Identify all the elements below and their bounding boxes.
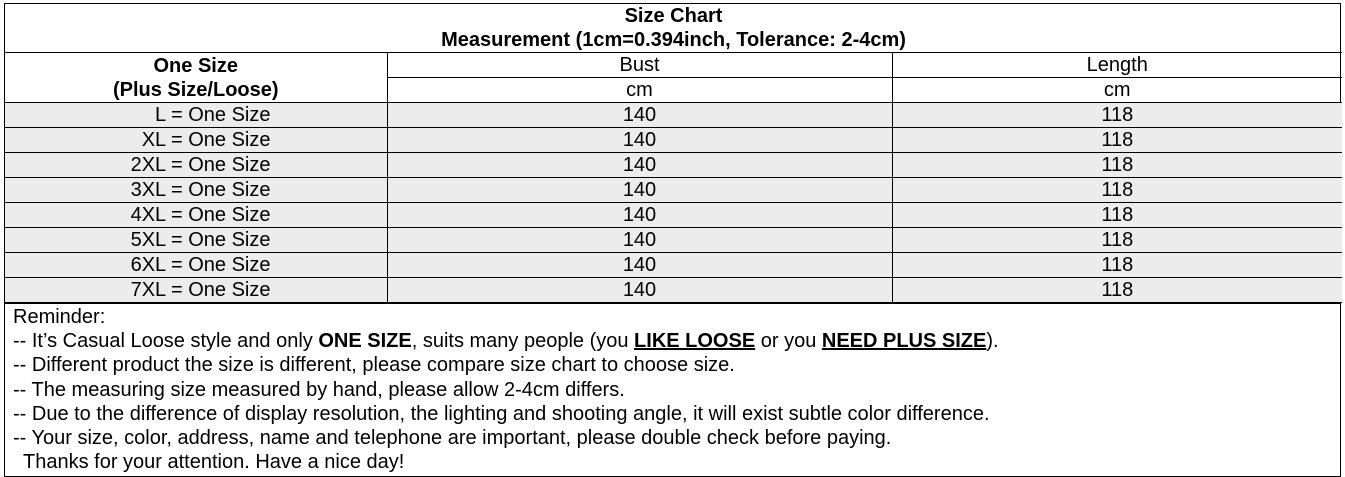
reminder-line-3: -- The measuring size measured by hand, please allow 2-4cm differs. <box>13 378 625 401</box>
reminder-line-1-c: , suits many people (you <box>411 330 635 353</box>
chart-title: Size Chart <box>624 5 723 27</box>
reminder-line-1-g: ). <box>986 330 999 353</box>
need-plus-size-emphasis: NEED PLUS SIZE <box>821 330 987 353</box>
title-row <box>5 4 1342 53</box>
reminder-line-1-a: -- It’s Casual Loose style and only <box>13 330 319 353</box>
bust-cell: 140 <box>387 153 892 178</box>
reminder-line-5: -- Your size, color, address, name and telephone are important, please double check before paying. <box>13 426 892 449</box>
size-table <box>5 4 1342 303</box>
length-cell: 118 <box>892 128 1342 153</box>
bust-cell: 140 <box>387 203 892 228</box>
table-row <box>5 103 1342 128</box>
length-unit: cm <box>892 78 1342 103</box>
size-column-header <box>5 53 387 103</box>
reminder-box <box>5 303 1340 476</box>
size-chart <box>4 3 1341 477</box>
bust-cell: 140 <box>387 178 892 203</box>
thanks-line: Thanks for your attention. Have a nice day! <box>23 451 405 474</box>
header-row <box>5 53 1342 78</box>
reminder-heading: Reminder: <box>13 306 106 328</box>
table-row <box>5 228 1342 253</box>
length-cell: 118 <box>892 228 1342 253</box>
table-row <box>5 253 1342 278</box>
size-cell: 4XL = One Size <box>5 203 387 228</box>
table-row <box>5 153 1342 178</box>
like-loose-emphasis: LIKE LOOSE <box>634 330 756 353</box>
table-row <box>5 128 1342 153</box>
length-header: Length <box>892 53 1342 78</box>
bust-unit: cm <box>387 78 892 103</box>
size-cell: 3XL = One Size <box>5 178 387 203</box>
reminder-line-1-e: or you <box>755 330 822 353</box>
length-cell: 118 <box>892 178 1342 203</box>
size-cell: XL = One Size <box>5 128 387 153</box>
bust-cell: 140 <box>387 128 892 153</box>
length-cell: 118 <box>892 103 1342 128</box>
size-cell: 2XL = One Size <box>5 153 387 178</box>
reminder-line-4: -- Due to the difference of display resolution, the lighting and shooting angle, it will exist subtle color difference. <box>13 402 990 425</box>
reminder-line-1 <box>13 329 1340 353</box>
size-cell: 5XL = One Size <box>5 228 387 253</box>
bust-cell: 140 <box>387 103 892 128</box>
reminder-line-2: -- Different product the size is different, please compare size chart to choose size. <box>13 354 735 377</box>
table-row <box>5 178 1342 203</box>
table-row <box>5 278 1342 303</box>
length-cell: 118 <box>892 203 1342 228</box>
length-cell: 118 <box>892 278 1342 303</box>
bust-cell: 140 <box>387 253 892 278</box>
bust-cell: 140 <box>387 278 892 303</box>
size-header-line-1: One Size <box>153 54 238 77</box>
length-cell: 118 <box>892 153 1342 178</box>
bust-header: Bust <box>387 53 892 78</box>
size-cell: 7XL = One Size <box>5 278 387 303</box>
chart-subtitle: Measurement (1cm=0.394inch, Tolerance: 2-4cm) <box>441 29 906 51</box>
size-header-line-2: (Plus Size/Loose) <box>112 78 279 101</box>
length-cell: 118 <box>892 253 1342 278</box>
size-cell: L = One Size <box>5 103 387 128</box>
table-row <box>5 203 1342 228</box>
one-size-emphasis: ONE SIZE <box>318 330 412 353</box>
size-cell: 6XL = One Size <box>5 253 387 278</box>
title-cell <box>5 4 1342 53</box>
bust-cell: 140 <box>387 228 892 253</box>
